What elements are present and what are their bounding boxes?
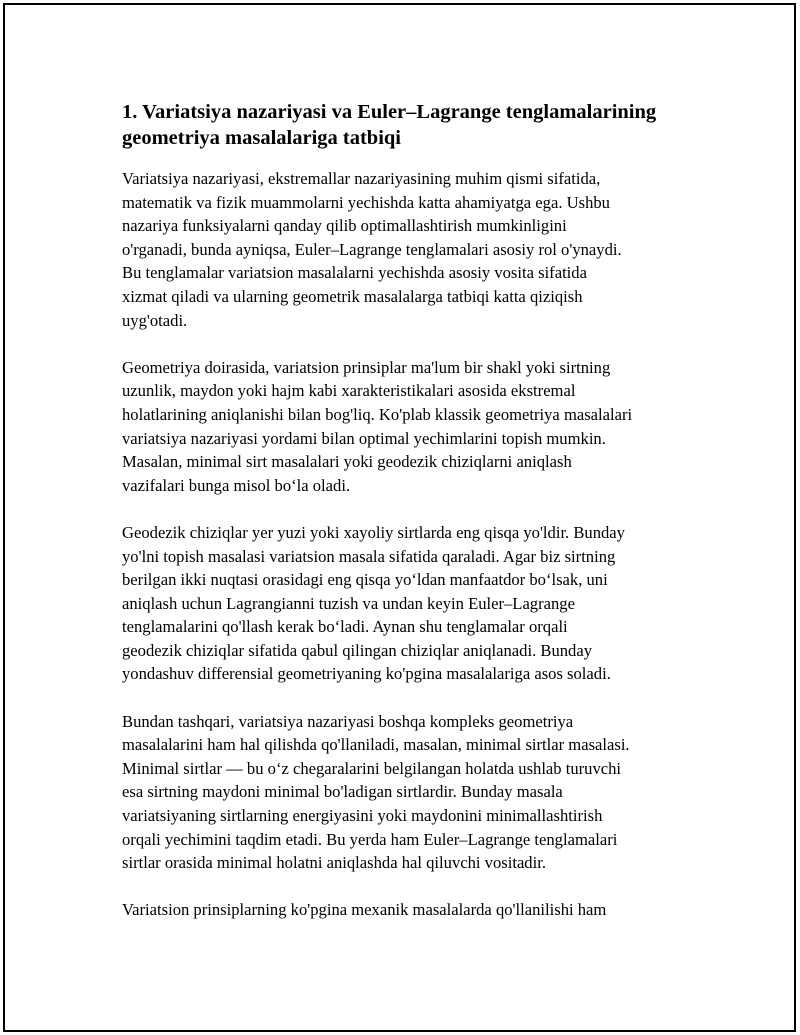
paragraph-1: Variatsiya nazariyasi, ekstremallar nazariyasining muhim qismi sifatida, matematik va fizik muammolarni yechishda katta ahamiyatga ega. Ushbu nazariya funksiyalarni qanday qilib optimallashtirish mumkinligini o'rganadi, bunda ayniqsa, Euler–Lagrange tenglamalari asosiy rol o'ynaydi. Bu tenglamalar variatsion masalalarni yechishda asosiy vosita sifatida xizmat qiladi va ularning geometrik masalalarga tatbiqi katta qiziqish uyg'otadi. <box>122 169 622 330</box>
document-body <box>122 99 712 946</box>
paragraph-4: Bundan tashqari, variatsiya nazariyasi boshqa kompleks geometriya masalalarini ham hal qilishda qo'llaniladi, masalan, minimal sirtlar masalasi. Minimal sirtlar — bu o‘z chegaralarini belgilangan holatda ushlab turuvchi esa sirtning maydoni minimal bo'ladigan sirtlardir. Bunday masala variatsiyaning sirtlarning energiyasini yoki maydonini minimallashtirish orqali yechimini taqdim etadi. Bu yerda ham Euler–Lagrange tenglamalari sirtlar orasida minimal holatni aniqlashda hal qiluvchi vositadir. <box>122 711 630 873</box>
document-title: 1. Variatsiya nazariyasi va Euler–Lagrange tenglamalarining geometriya masalalariga tatbiqi <box>122 101 657 149</box>
paragraph-5: Variatsion prinsiplarning ko'pgina mexanik masalalarda qo'llanilishi ham <box>122 900 607 920</box>
paragraph-3: Geodezik chiziqlar yer yuzi yoki xayoliy sirtlarda eng qisqa yo'ldir. Bunday yo'lni topish masalasi variatsion masala sifatida qaraladi. Agar biz sirtning berilgan ikki nuqtasi orasidagi eng qisqa yo‘ldan manfaatdor bo‘lsak, uni aniqlash uchun Lagrangianni tuzish va undan keyin Euler–Lagrange tenglamalarini qo'llash kerak bo‘ladi. Aynan shu tenglamalar orqali geodezik chiziqlar sifatida qabul qilingan chiziqlar aniqlanadi. Bunday yondashuv differensial geometriyaning ko'pgina masalalariga asos soladi. <box>122 522 625 684</box>
paragraph-2: Geometriya doirasida, variatsion prinsiplar ma'lum bir shakl yoki sirtning uzunlik, maydon yoki hajm kabi xarakteristikalari asosida ekstremal holatlarining aniqlanishi bilan bog'liq. Ko'plab klassik geometriya masalalari variatsiya nazariyasi yordami bilan optimal yechimlarini topish mumkin. Masalan, minimal sirt masalalari yoki geodezik chiziqlarni aniqlash vazifalari bunga misol bo‘la oladi. <box>122 357 633 495</box>
page-frame <box>3 3 796 1032</box>
